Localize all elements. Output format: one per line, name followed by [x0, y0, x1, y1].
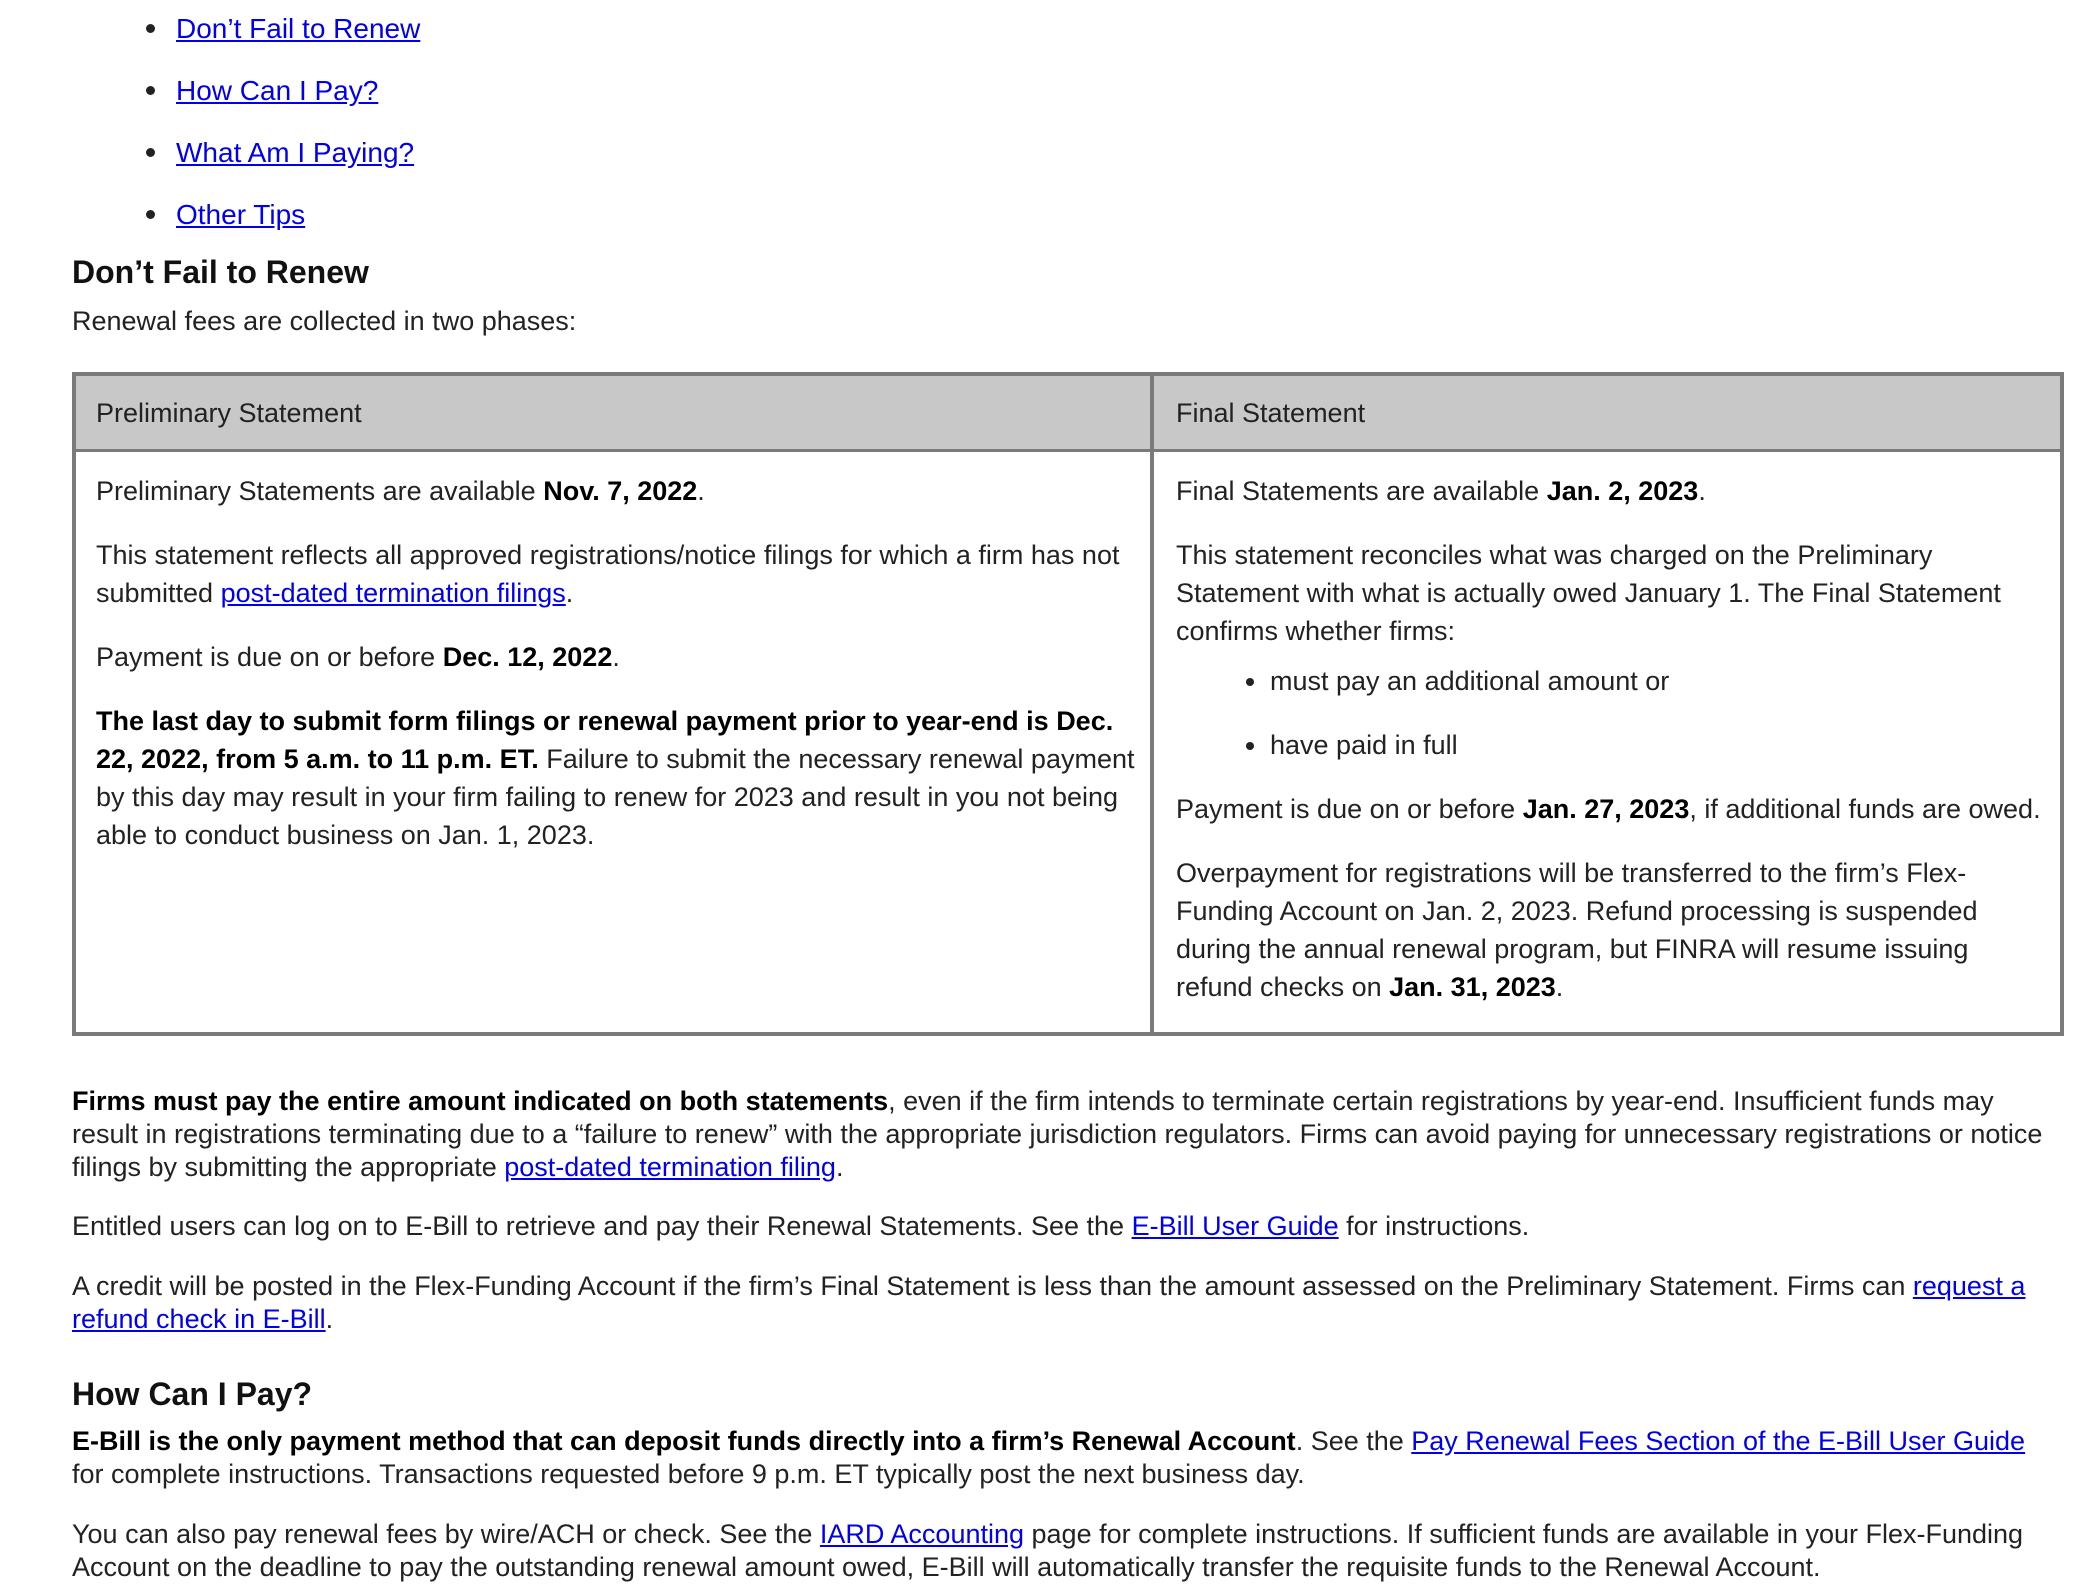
text: for instructions.: [1338, 1211, 1530, 1241]
text: , if additional funds are owed.: [1689, 794, 2041, 824]
text: Payment is due on or before: [1176, 794, 1523, 824]
bullet-icon: [1246, 678, 1254, 686]
prelim-last-day: [96, 702, 1136, 854]
text: for complete instructions. Transactions requested before 9 p.m. ET typically post the next business day.: [72, 1459, 1305, 1489]
list-item: [1176, 726, 2048, 764]
text: .: [1555, 972, 1564, 1002]
bullet-icon: [1246, 742, 1254, 750]
firms-must-pay-paragraph: [72, 1085, 2062, 1184]
toc-link-how-can-i-pay[interactable]: How Can I Pay?: [176, 75, 379, 106]
text: Overpayment for registrations will be transferred to the firm’s Flex-Funding Account on Jan. 2, 2023. Refund processing is suspended during the annual renewal program, but FINRA will resume issuing refund checks on: [1176, 858, 1978, 1002]
wire-ach-paragraph: [72, 1518, 2062, 1584]
bullet-icon: [146, 24, 155, 33]
pay-renewal-fees-section-link[interactable]: Pay Renewal Fees Section of the E-Bill User Guide: [1411, 1426, 2026, 1456]
date-bold: Dec. 12, 2022: [442, 642, 613, 672]
preliminary-statement-cell: [96, 472, 1136, 880]
text: Entitled users can log on to E-Bill to retrieve and pay their Renewal Statements. See the: [72, 1211, 1132, 1241]
credit-paragraph: [72, 1270, 2062, 1336]
section-heading-how-can-i-pay: How Can I Pay?: [72, 1376, 313, 1412]
text: Payment is due on or before: [96, 642, 443, 672]
text: , even if the firm intends to terminate certain registrations by year-end. Insufficient funds may result in registrations terminating due to a “failure to renew” with the appropriate jurisdiction regulators. Firms can avoid paying for unnecessary registrations or notice filings by submitting the appropriate: [72, 1086, 2043, 1182]
request-refund-check-link[interactable]: request a refund check in E-Bill: [72, 1271, 2026, 1334]
toc-link-what-am-i-paying[interactable]: What Am I Paying?: [176, 137, 415, 168]
prelim-availability: [96, 472, 1136, 510]
toc-link-other-tips[interactable]: Other Tips: [176, 199, 306, 230]
column-header-preliminary: Preliminary Statement: [96, 398, 362, 428]
text: Final Statements are available: [1176, 476, 1547, 506]
bullet-icon: [146, 210, 155, 219]
final-availability: [1176, 472, 2048, 510]
statements-table: [72, 372, 2064, 1036]
column-header-final: Final Statement: [1176, 398, 1366, 428]
toc-link-dont-fail-to-renew[interactable]: Don’t Fail to Renew: [176, 13, 421, 44]
toc-item: [152, 124, 415, 186]
text: This statement reflects all approved registrations/notice filings for which a firm has not submitted: [96, 540, 1120, 608]
iard-accounting-link[interactable]: IARD Accounting: [819, 1519, 1025, 1549]
date-bold: Jan. 27, 2023: [1522, 794, 1690, 824]
ebill-user-guide-link[interactable]: E-Bill User Guide: [1131, 1211, 1339, 1241]
text: .: [1698, 476, 1706, 506]
text: page for complete instructions. If sufficient funds are available in your Flex-Funding Account on the deadline to pay the outstanding renewal amount owed, E-Bill will automatically transfer the requisite funds to the Renewal Account.: [72, 1519, 2024, 1582]
text: Failure to submit the necessary renewal payment by this day may result in your firm failing to renew for 2023 and result in you not being able to conduct business on Jan. 1, 2023.: [96, 744, 1135, 850]
text: have paid in full: [1270, 730, 1458, 760]
toc-item: [152, 62, 396, 124]
list-item: [1176, 662, 2048, 700]
text: .: [325, 1304, 334, 1334]
text: A credit will be posted in the Flex-Funding Account if the firm’s Final Statement is less than the amount assessed on the Preliminary Statement. Firms can: [72, 1271, 1913, 1301]
text: .: [697, 476, 705, 506]
text: .: [612, 642, 620, 672]
text: You can also pay renewal fees by wire/ACH or check. See the: [72, 1519, 820, 1549]
toc-item: [152, 186, 396, 248]
table-of-contents: [152, 0, 421, 248]
post-dated-termination-filing-link[interactable]: post-dated termination filing: [504, 1152, 836, 1182]
text: must pay an additional amount or: [1270, 666, 1670, 696]
column-divider: [1150, 376, 1154, 1032]
emphasis-bold: Firms must pay the entire amount indicated on both statements: [72, 1086, 889, 1116]
ebill-payment-paragraph: [72, 1425, 2062, 1491]
date-bold: Jan. 2, 2023: [1546, 476, 1699, 506]
deadline-bold: The last day to submit form filings or renewal payment prior to year-end is Dec. 22, 2022, from 5 a.m. to 11 p.m. ET.: [96, 706, 1114, 774]
text: .: [835, 1152, 844, 1182]
prelim-due-date: [96, 638, 1136, 676]
final-statement-cell: [1176, 472, 2048, 1032]
text: .: [565, 578, 574, 608]
toc-item: [152, 0, 421, 62]
section-intro: Renewal fees are collected in two phases:: [72, 306, 577, 336]
final-overpayment: [1176, 854, 2048, 1006]
emphasis-bold: E-Bill is the only payment method that can deposit funds directly into a firm’s Renewal Account: [72, 1426, 1296, 1456]
text: . See the: [1295, 1426, 1412, 1456]
date-bold: Nov. 7, 2022: [543, 476, 698, 506]
text: Preliminary Statements are available: [96, 476, 544, 506]
date-bold: Jan. 31, 2023: [1389, 972, 1556, 1002]
table-header-row: [76, 376, 2060, 452]
prelim-description: [96, 536, 1136, 612]
ebill-retrieve-paragraph: [72, 1210, 2062, 1243]
final-due-date: [1176, 790, 2048, 828]
post-dated-termination-filings-link[interactable]: post-dated termination filings: [220, 578, 566, 608]
bullet-icon: [146, 148, 155, 157]
final-bullet-list: [1176, 662, 2048, 764]
section-heading-dont-fail-to-renew: Don’t Fail to Renew: [72, 254, 369, 290]
final-description: This statement reconciles what was charged on the Preliminary Statement with what is actually owed January 1. The Final Statement confirms whether firms:: [1176, 540, 2001, 646]
bullet-icon: [146, 86, 155, 95]
